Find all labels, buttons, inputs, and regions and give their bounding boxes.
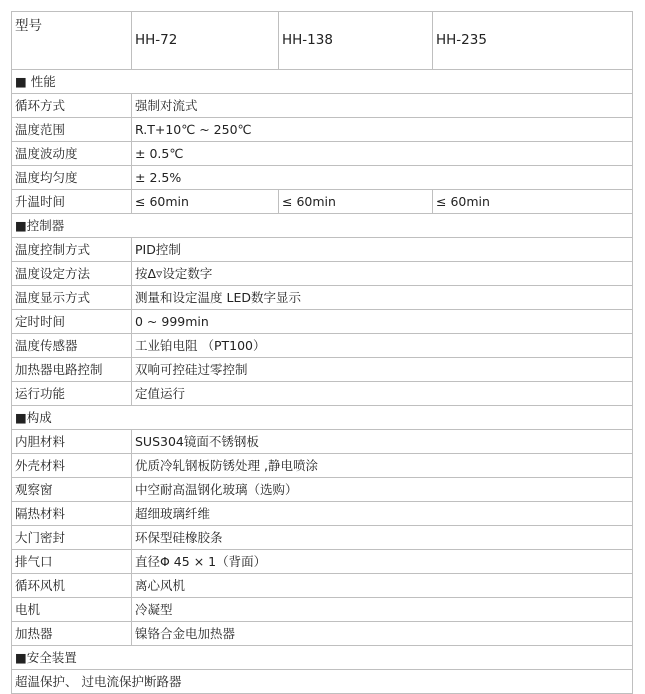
spec-row — [12, 622, 633, 646]
spec-label: 温度传感器 — [12, 334, 132, 358]
spec-value: 直径Φ 45 × 1（背面） — [132, 550, 633, 574]
spec-label: 排气口 — [12, 550, 132, 574]
spec-value: 环保型硅橡胶条 — [132, 526, 633, 550]
spec-value-hh-235: ≤ 60min — [433, 190, 633, 214]
spec-label: 电机 — [12, 598, 132, 622]
spec-row — [12, 430, 633, 454]
spec-label: 运行功能 — [12, 382, 132, 406]
section-title: ■ 性能 — [12, 70, 633, 94]
spec-label: 加热器 — [12, 622, 132, 646]
spec-value: 双响可控硅过零控制 — [132, 358, 633, 382]
model-label: 型号 — [12, 12, 132, 70]
spec-value: R.T+10℃ ~ 250℃ — [132, 118, 633, 142]
header-row — [12, 12, 633, 70]
spec-row — [12, 574, 633, 598]
spec-row — [12, 190, 633, 214]
spec-value: 强制对流式 — [132, 94, 633, 118]
section-header-row — [12, 646, 633, 670]
section-header-row — [12, 406, 633, 430]
spec-value: 测量和设定温度 LED数字显示 — [132, 286, 633, 310]
spec-row — [12, 118, 633, 142]
section-header-row — [12, 214, 633, 238]
spec-row — [12, 286, 633, 310]
spec-value: 按Δ▿设定数字 — [132, 262, 633, 286]
spec-row — [12, 526, 633, 550]
spec-value: 工业铂电阻 （PT100） — [132, 334, 633, 358]
spec-label: 内胆材料 — [12, 430, 132, 454]
spec-label: 温度范围 — [12, 118, 132, 142]
spec-label: 观察窗 — [12, 478, 132, 502]
spec-value: 离心风机 — [132, 574, 633, 598]
spec-row — [12, 454, 633, 478]
spec-label: 温度波动度 — [12, 142, 132, 166]
spec-label: 超温保护、 过电流保护断路器 — [12, 670, 633, 694]
spec-table — [11, 11, 633, 694]
spec-value: 镍铬合金电加热器 — [132, 622, 633, 646]
spec-label: 循环方式 — [12, 94, 132, 118]
spec-label: 温度控制方式 — [12, 238, 132, 262]
section-title: ■控制器 — [12, 214, 633, 238]
spec-row — [12, 142, 633, 166]
spec-row — [12, 334, 633, 358]
spec-label: 温度显示方式 — [12, 286, 132, 310]
spec-value: 中空耐高温钢化玻璃（选购） — [132, 478, 633, 502]
spec-label: 循环风机 — [12, 574, 132, 598]
section-header-row — [12, 70, 633, 94]
spec-row — [12, 238, 633, 262]
spec-row — [12, 502, 633, 526]
spec-value: SUS304镜面不锈钢板 — [132, 430, 633, 454]
spec-row — [12, 478, 633, 502]
spec-row — [12, 166, 633, 190]
spec-label: 温度均匀度 — [12, 166, 132, 190]
section-title: ■构成 — [12, 406, 633, 430]
spec-row — [12, 598, 633, 622]
spec-label: 大门密封 — [12, 526, 132, 550]
section-title: ■安全装置 — [12, 646, 633, 670]
spec-row — [12, 550, 633, 574]
spec-value-hh-72: ≤ 60min — [132, 190, 279, 214]
spec-table-body — [12, 12, 633, 694]
model-hh-72: HH-72 — [132, 12, 279, 70]
spec-label: 升温时间 — [12, 190, 132, 214]
spec-row — [12, 382, 633, 406]
spec-value: 超细玻璃纤维 — [132, 502, 633, 526]
spec-value-hh-138: ≤ 60min — [279, 190, 433, 214]
spec-row — [12, 310, 633, 334]
spec-value: PID控制 — [132, 238, 633, 262]
spec-row — [12, 262, 633, 286]
spec-value: ± 0.5℃ — [132, 142, 633, 166]
spec-label: 温度设定方法 — [12, 262, 132, 286]
spec-value: 冷凝型 — [132, 598, 633, 622]
spec-row — [12, 670, 633, 694]
spec-value: 定值运行 — [132, 382, 633, 406]
spec-row — [12, 358, 633, 382]
spec-label: 隔热材料 — [12, 502, 132, 526]
spec-value: ± 2.5% — [132, 166, 633, 190]
model-hh-235: HH-235 — [433, 12, 633, 70]
spec-value: 优质冷轧钢板防锈处理 ,静电喷涂 — [132, 454, 633, 478]
spec-label: 定时时间 — [12, 310, 132, 334]
model-hh-138: HH-138 — [279, 12, 433, 70]
spec-label: 外壳材料 — [12, 454, 132, 478]
spec-label: 加热器电路控制 — [12, 358, 132, 382]
spec-value: 0 ~ 999min — [132, 310, 633, 334]
spec-row — [12, 94, 633, 118]
